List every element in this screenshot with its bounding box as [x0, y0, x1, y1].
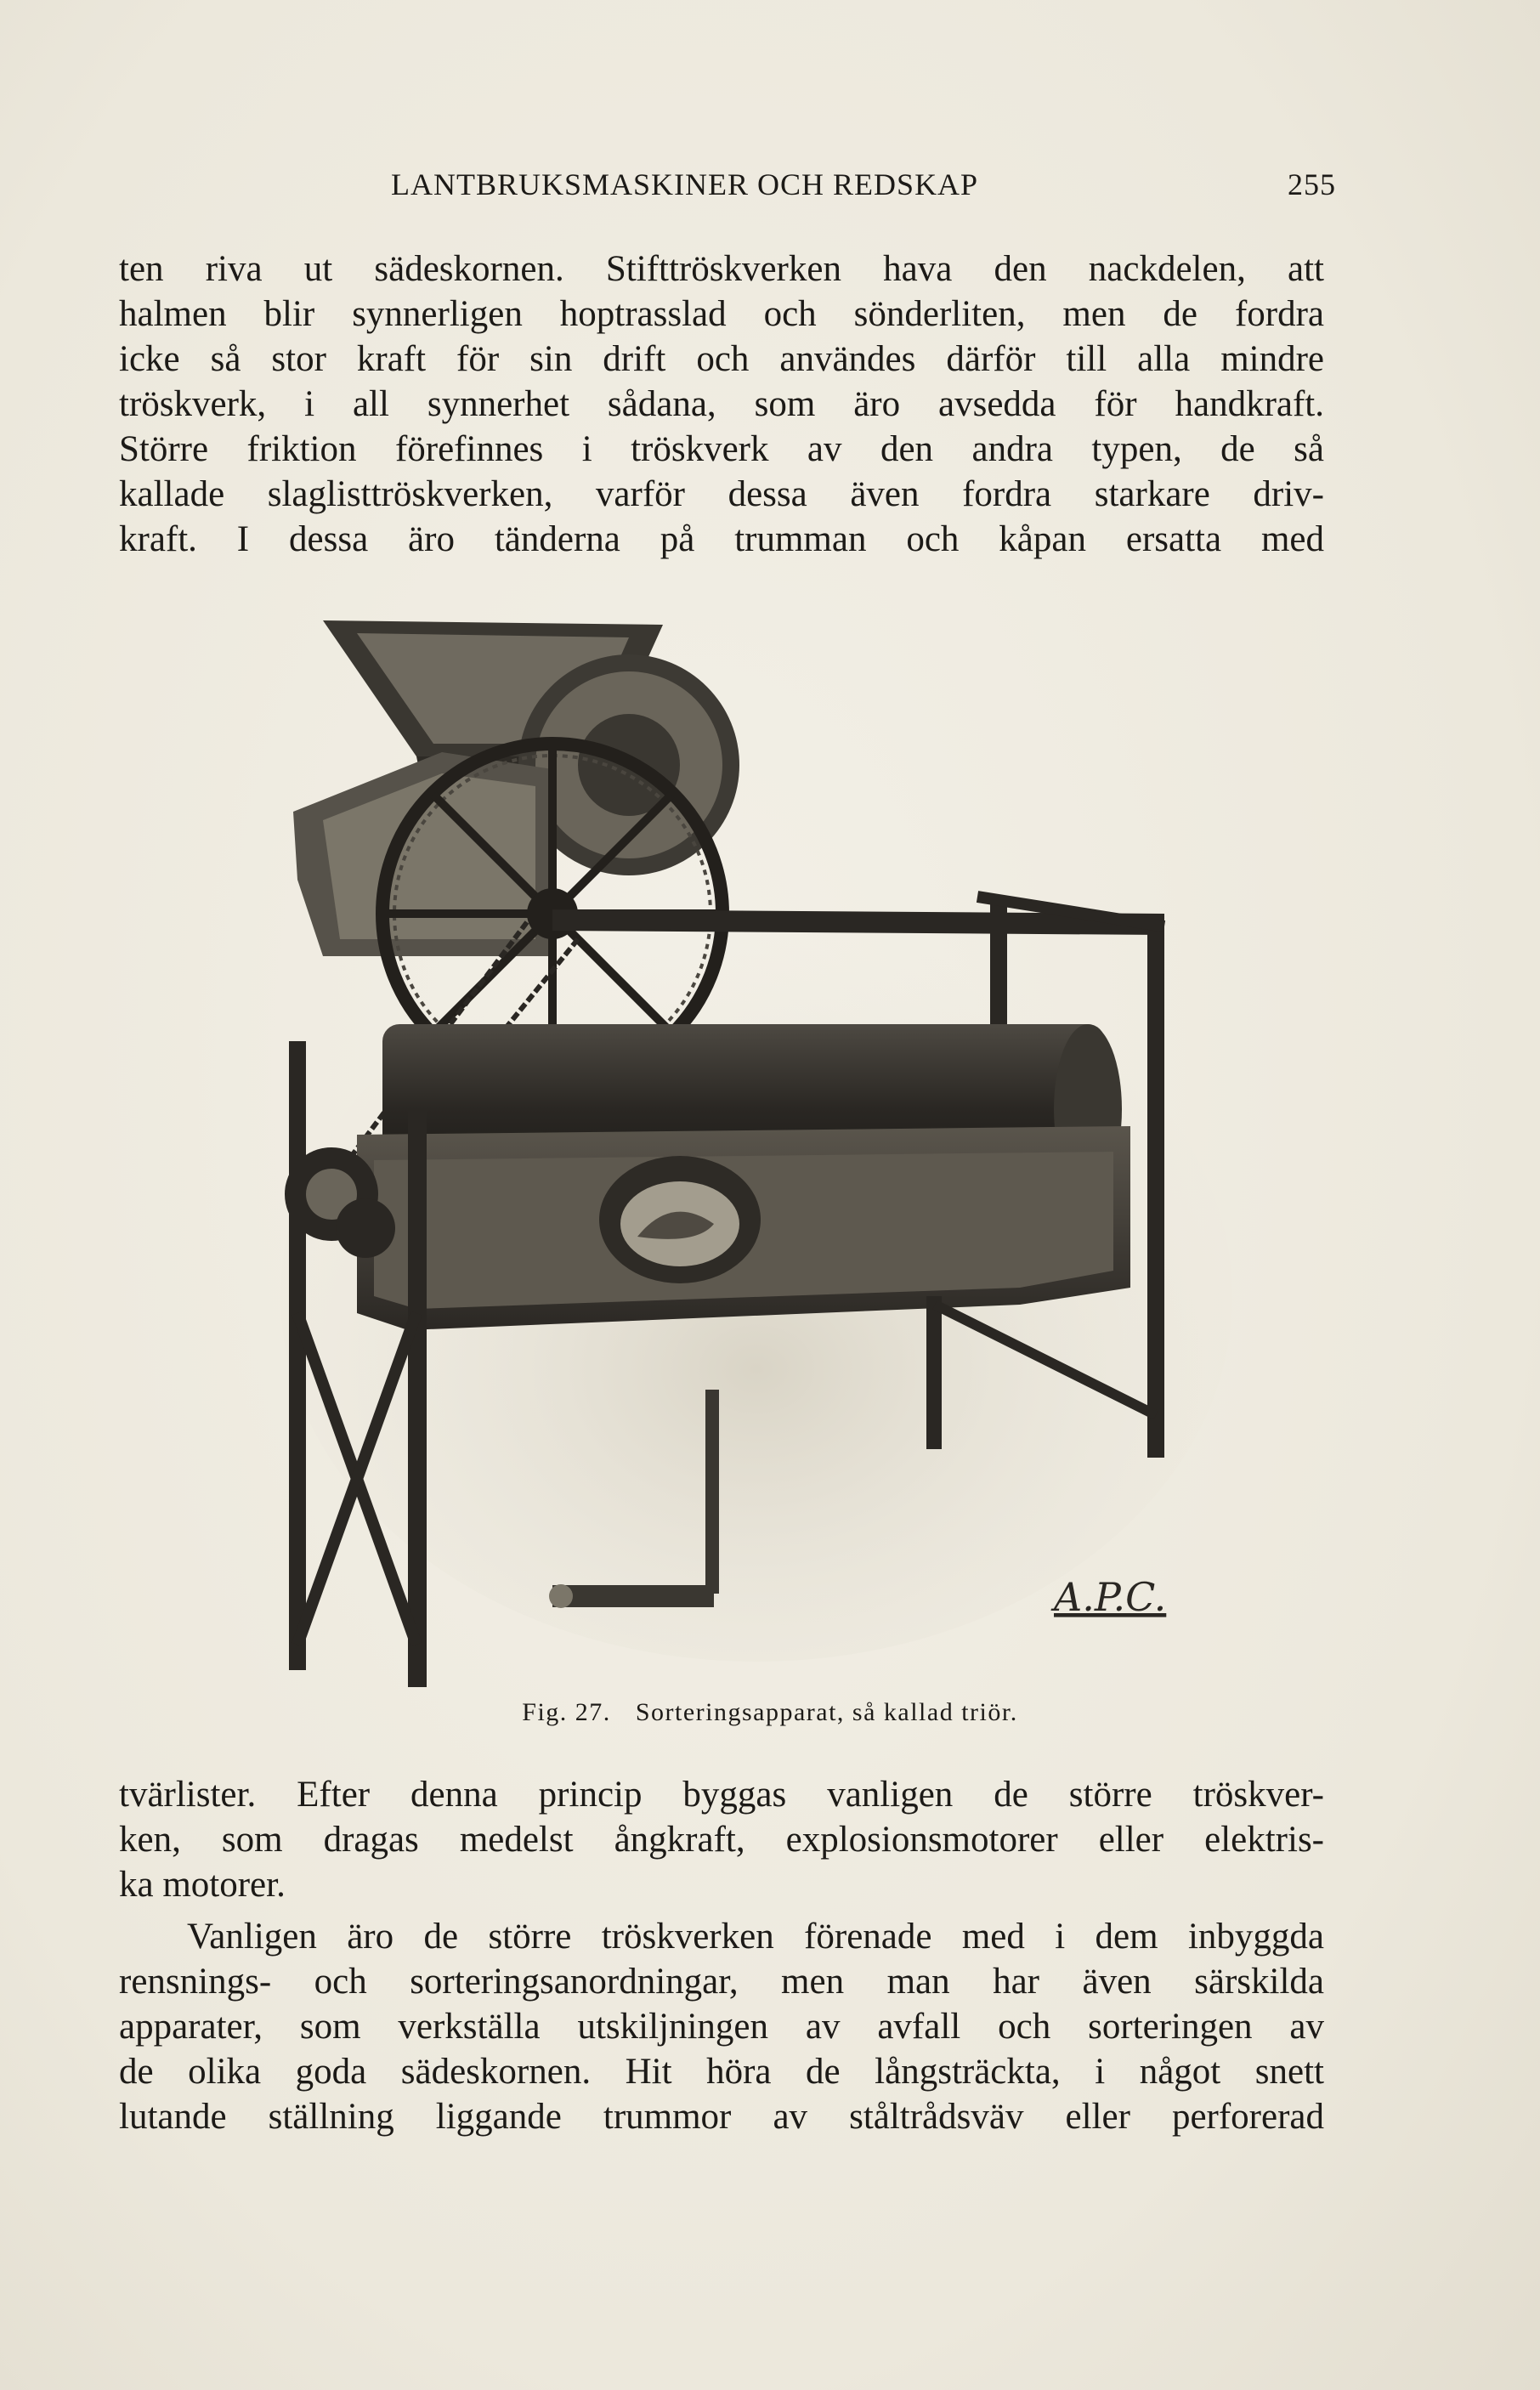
page-number: 255: [1288, 167, 1336, 201]
paragraph-3: [119, 1914, 1324, 2139]
text-line: apparater, som verkställa utskiljningen av avfall och sorteringen av: [119, 2007, 1324, 2047]
figure-caption: [0, 1698, 1540, 1727]
text-line: ken, som dragas medelst ångkraft, explosionsmotorer eller elektris-: [119, 1820, 1324, 1860]
text-line: Större friktion förefinnes i tröskverk av den andra typen, de så: [119, 429, 1324, 469]
paragraph-2: [119, 1772, 1324, 1907]
text-line: lutande ställning liggande trummor av ståltrådsväv eller perforerad: [119, 2097, 1324, 2137]
figure-sorting-machine: [272, 599, 1241, 1696]
text-line: tröskverk, i all synnerhet sådana, som äro avsedda för handkraft.: [119, 384, 1324, 424]
page-header: [391, 167, 1351, 218]
text-line: halmen blir synnerligen hoptrasslad och sönderliten, men de fordra: [119, 294, 1324, 334]
text-line: kraft. I dessa äro tänderna på trumman och kåpan ersatta med: [119, 519, 1324, 559]
text-line: tvärlister. Efter denna princip byggas vanligen de större tröskver-: [119, 1775, 1324, 1815]
text-line: de olika goda sädeskornen. Hit höra de långsträckta, i något snett: [119, 2052, 1324, 2092]
figure-caption-text: Sorteringsapparat, så kallad triör.: [635, 1698, 1018, 1726]
running-title: LANTBRUKSMASKINER OCH REDSKAP: [391, 167, 979, 201]
figure-label: Fig. 27.: [522, 1698, 611, 1726]
text-line: ka motorer.: [119, 1865, 286, 1905]
paragraph-1: [119, 246, 1324, 562]
text-line: kallade slaglisttröskverken, varför dessa även fordra starkare driv-: [119, 474, 1324, 514]
text-line: rensnings- och sorteringsanordningar, men man har även särskilda: [119, 1962, 1324, 2002]
sorting-machine-illustration: [272, 599, 1241, 1696]
text-line: ten riva ut sädeskornen. Stifttröskverken hava den nackdelen, att: [119, 249, 1324, 289]
artist-signature: A.P.C.: [1054, 1574, 1167, 1620]
text-line: icke så stor kraft för sin drift och användes därför till alla mindre: [119, 339, 1324, 379]
text-line: Vanligen äro de större tröskverken förenade med i dem inbyggda: [187, 1917, 1324, 1957]
